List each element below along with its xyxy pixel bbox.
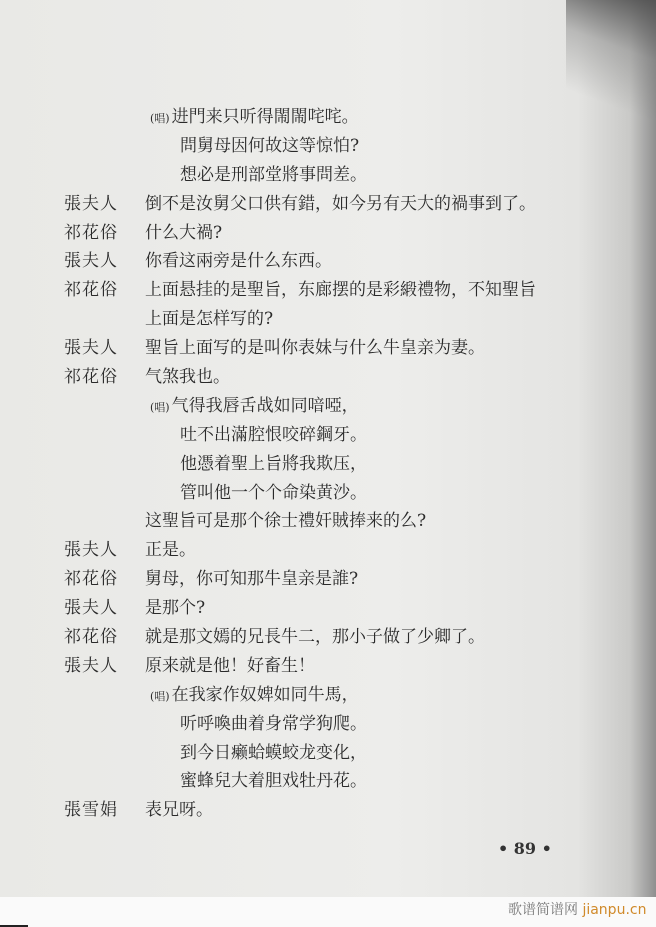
script-body	[0, 103, 656, 825]
line-text: 听呼喚曲着身常学狗爬。	[180, 713, 367, 734]
line-text: 就是那文嫣的兄長牛二，那小子做了少卿了。	[145, 627, 485, 648]
speaker-name: 張夫人	[64, 598, 118, 619]
script-line	[0, 276, 656, 305]
script-line	[0, 739, 656, 768]
dialogue-text	[145, 276, 536, 305]
line-text: 到今日癞蛤蟆蛟龙变化，	[180, 742, 367, 763]
line-text: 进門来只听得閙閙咤咤。	[171, 107, 359, 127]
speaker-name: 張夫人	[64, 193, 118, 214]
dialogue-text	[180, 421, 367, 450]
dialogue-text	[180, 767, 367, 796]
dialogue-text	[150, 681, 359, 712]
speaker-name: 祁花俗	[64, 627, 118, 648]
script-line	[0, 710, 656, 739]
dialogue-text	[180, 710, 367, 739]
line-text: 管叫他一个个命染黄沙。	[180, 482, 367, 503]
dialogue-text	[150, 103, 359, 134]
line-text: 气得我唇舌战如同喑啞，	[171, 395, 359, 416]
speaker-name: 張夫人	[64, 338, 118, 359]
dialogue-text	[145, 190, 536, 219]
dialogue-text	[180, 450, 367, 479]
watermark	[508, 899, 646, 919]
dialogue-text	[145, 219, 222, 248]
dialogue-text	[145, 363, 230, 392]
script-line	[0, 479, 656, 508]
script-line	[0, 161, 656, 190]
script-line	[0, 392, 656, 421]
scan-shadow	[566, 0, 656, 120]
sing-marker: (唱)	[150, 689, 170, 703]
line-text: 問舅母因何故这等惊怕?	[180, 135, 360, 156]
script-line	[0, 421, 656, 450]
speaker-name: 祁花俗	[64, 222, 118, 243]
line-text: 这聖旨可是那个徐士禮奸賊捧来的么?	[145, 511, 427, 532]
script-line	[0, 305, 656, 334]
line-text: 在我家作奴婢如同牛馬，	[171, 684, 359, 705]
line-text: 蜜蜂兒大着胆戏牡丹花。	[180, 771, 367, 792]
dialogue-text	[180, 739, 367, 768]
script-line	[0, 190, 656, 219]
script-line	[0, 594, 656, 623]
dialogue-text	[145, 334, 485, 363]
dialogue-text	[145, 652, 315, 681]
script-line	[0, 652, 656, 681]
line-text: 正是。	[145, 540, 196, 561]
script-line	[0, 623, 656, 652]
line-text: 上面悬挂的是聖旨，东廊摆的是彩緞禮物，不知聖旨	[145, 280, 536, 301]
dialogue-text	[150, 392, 359, 423]
speaker-name: 張夫人	[64, 540, 118, 561]
dialogue-text	[145, 536, 196, 565]
script-line	[0, 681, 656, 710]
script-line	[0, 565, 656, 594]
dialogue-text	[180, 161, 367, 190]
line-text: 什么大禍?	[145, 222, 223, 243]
dialogue-text	[180, 132, 359, 161]
dialogue-text	[145, 565, 358, 594]
line-text: 表兄呀。	[145, 800, 213, 821]
line-text: 你看这兩旁是什么东西。	[145, 251, 332, 272]
line-text: 想必是刑部堂將事問差。	[180, 164, 367, 185]
dialogue-text	[180, 479, 367, 508]
speaker-name: 祁花俗	[64, 367, 118, 388]
dialogue-text	[145, 507, 426, 536]
line-text: 是那个?	[145, 598, 206, 619]
script-line	[0, 450, 656, 479]
page-number: • 89 •	[498, 839, 552, 858]
script-line	[0, 219, 656, 248]
line-text: 上面是怎样写的?	[145, 309, 274, 330]
script-line	[0, 767, 656, 796]
script-line	[0, 103, 656, 132]
speaker-name: 張夫人	[64, 251, 118, 272]
line-text: 吐不出滿腔恨咬碎鋼牙。	[180, 424, 367, 445]
dialogue-text	[145, 623, 485, 652]
script-line	[0, 334, 656, 363]
line-text: 聖旨上面写的是叫你表妹与什么牛皇亲为妻。	[145, 338, 485, 359]
speaker-name: 張夫人	[64, 655, 118, 676]
sing-marker: (唱)	[150, 112, 170, 125]
line-text: 舅母，你可知那牛皇亲是誰?	[145, 569, 359, 590]
script-line	[0, 247, 656, 276]
script-line	[0, 132, 656, 161]
watermark-url: jianpu.cn	[582, 902, 647, 918]
watermark-cn: 歌谱简谱网	[508, 902, 578, 918]
speaker-name: 祁花俗	[64, 569, 118, 590]
line-text: 原来就是他！好畜生！	[145, 655, 315, 676]
line-text: 倒不是汝舅父口供有錯，如今另有天大的禍事到了。	[145, 193, 536, 214]
script-line	[0, 796, 656, 825]
script-line	[0, 536, 656, 565]
dialogue-text	[145, 796, 213, 825]
sing-marker: (唱)	[150, 400, 170, 414]
speaker-name: 祁花俗	[64, 280, 118, 301]
line-text: 气煞我也。	[145, 367, 230, 388]
script-line	[0, 363, 656, 392]
dialogue-text	[145, 305, 273, 334]
line-text: 他憑着聖上旨將我欺压，	[180, 453, 367, 474]
dialogue-text	[145, 594, 205, 623]
script-line	[0, 507, 656, 536]
speaker-name: 張雪娟	[64, 800, 118, 821]
dialogue-text	[145, 247, 332, 276]
